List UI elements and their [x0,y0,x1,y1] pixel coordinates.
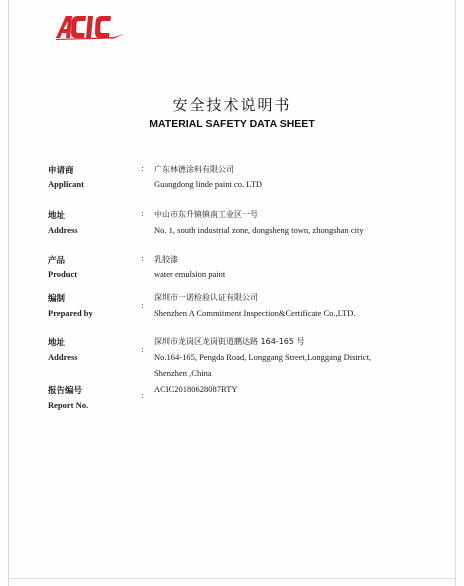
applicant-value-chinese: 广东林德涂料有限公司 [154,165,234,174]
product-value-english: water emulsion paint [154,269,226,279]
document-title-english: MATERIAL SAFETY DATA SHEET [149,118,315,130]
address-2-colon: : [141,345,144,354]
applicant-colon: : [141,164,144,173]
page-bottom-edge [8,578,456,579]
product-label-chinese: 产品 [48,256,66,266]
report-number-label-english: Report No. [48,400,89,410]
address-value-chinese: 中山市东升镇镇南工业区一号 [154,210,258,219]
address-value-english: No. 1, south industrial zone, dongsheng town, zhongshan city [154,225,364,235]
applicant-label-english: Applicant [48,179,84,189]
address-2-value-english-line-2: Shenzhen ,China [154,368,212,378]
acic-logo [56,14,124,40]
document-title-chinese: 安全技术说明书 [172,96,292,114]
applicant-value-english: Guangdong linde paint co. LTD [154,179,263,189]
prepared-by-colon: : [141,301,144,310]
product-label-english: Product [48,269,78,279]
address-2-value-chinese: 深圳市龙岗区龙岗街道鹏达路 164-165 号 [154,337,305,346]
applicant-label-chinese: 申请商 [48,166,74,176]
report-number-value: ACIC20180628087RTY [154,384,238,394]
prepared-by-value-chinese: 深圳市一诺检验认证有限公司 [154,293,258,302]
address-2-value-english-line-1: No.164-165, Pengda Road, Longgang Street,Longgang District, [154,352,372,362]
address-label-english: Address [48,225,78,235]
page-right-edge [455,0,456,586]
prepared-by-value-english: Shenzhen A Commitment Inspection&Certificate Co.,LTD. [154,308,356,318]
product-value-chinese: 乳胶漆 [154,255,178,264]
address-label-chinese: 地址 [48,211,66,221]
address-colon: : [141,209,144,218]
report-number-label-chinese: 报告编号 [48,386,83,396]
page-left-edge [8,0,9,586]
address-2-label-chinese: 地址 [48,338,66,348]
prepared-by-label-english: Prepared by [48,308,93,318]
report-number-colon: : [141,391,144,400]
address-2-label-english: Address [48,352,78,362]
product-colon: : [141,254,144,263]
prepared-by-label-chinese: 编制 [48,294,66,304]
